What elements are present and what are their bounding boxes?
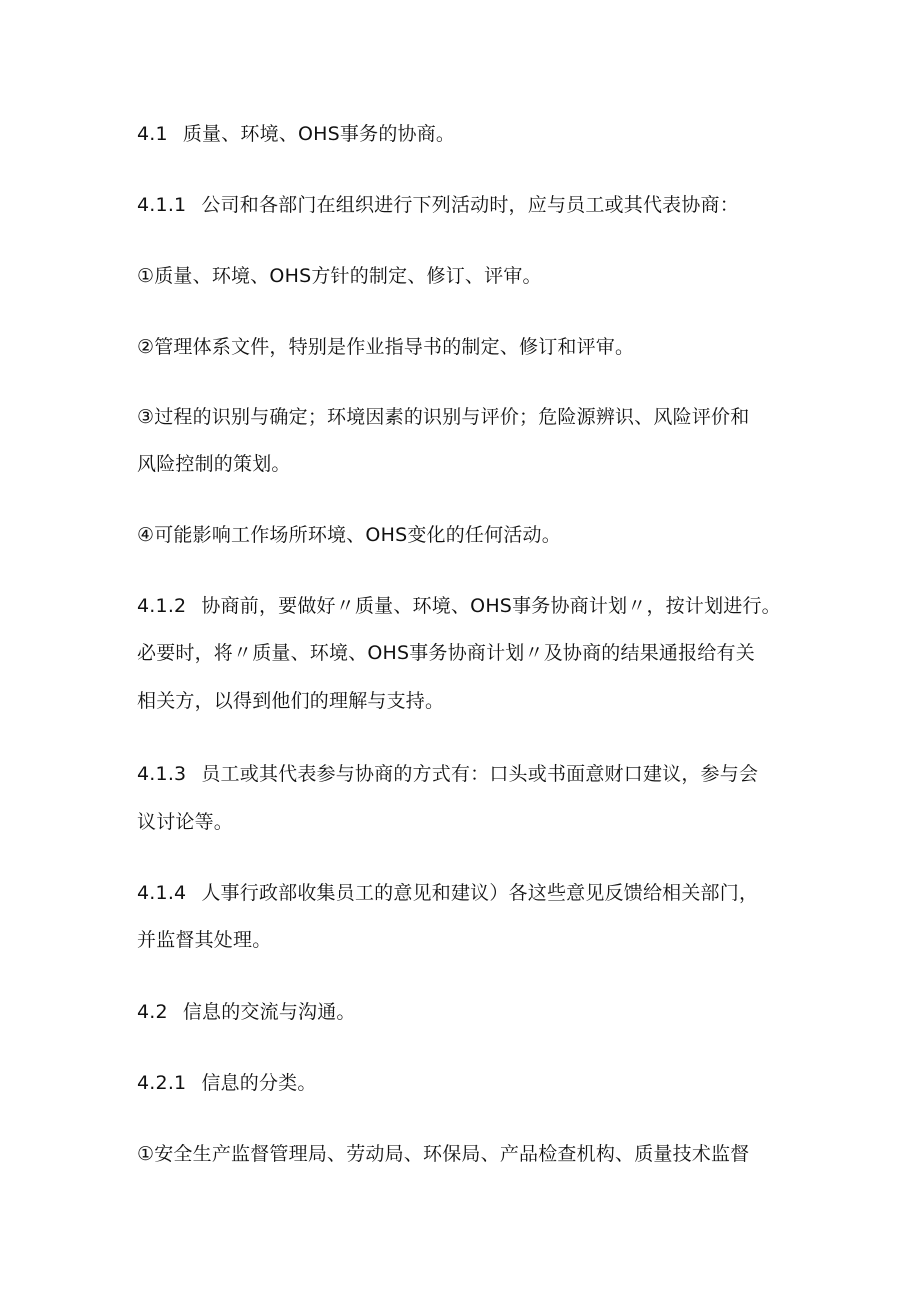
section-number: 4.1.1 (137, 194, 187, 216)
line-text: ②管理体系文件，特别是作业指导书的制定、修订和评审。 (137, 336, 635, 358)
line-text: 相关方，以得到他们的理解与支持。 (137, 690, 445, 712)
line-text: 信息的交流与沟通。 (182, 1001, 356, 1023)
line-text: 议讨论等。 (137, 811, 234, 833)
line-text: ③过程的识别与确定；环境因素的识别与评价；危险源辨识、风险评价和 (137, 406, 750, 428)
section-number: 4.2 (137, 1001, 168, 1023)
list-item-4 (137, 523, 561, 547)
paragraph-4-1-2 (137, 594, 781, 618)
list-item-3-continued (137, 452, 291, 476)
heading-4-2-1 (137, 1071, 317, 1095)
list-item-2 (137, 335, 634, 359)
line-text: ①安全生产监督管理局、劳动局、环保局、产品检查机构、质量技术监督 (137, 1143, 750, 1165)
line-text: 风险控制的策划。 (137, 453, 291, 475)
paragraph-4-1-2-continued (137, 689, 444, 713)
section-number: 4.1 (137, 123, 168, 145)
line-text: 人事行政部收集员工的意见和建议）各这些意见反馈给相关部门， (201, 882, 759, 904)
section-number: 4.2.1 (137, 1072, 187, 1094)
section-number: 4.1.3 (137, 763, 187, 785)
heading-4-1 (137, 122, 455, 146)
line-text: ④可能影响工作场所环境、OHS变化的任何活动。 (137, 524, 561, 546)
paragraph-4-1-2-continued (137, 641, 755, 665)
line-text: ①质量、环境、OHS方针的制定、修订、评审。 (137, 265, 542, 287)
line-text: 员工或其代表参与协商的方式有：口头或书面意财口建议，参与会 (201, 763, 759, 785)
section-number: 4.1.2 (137, 595, 187, 617)
paragraph-4-1-4-continued (137, 928, 271, 952)
section-number: 4.1.4 (137, 882, 187, 904)
paragraph-4-1-4 (137, 881, 758, 905)
paragraph-4-1-3 (137, 762, 758, 786)
line-text: 信息的分类。 (201, 1072, 317, 1094)
line-text: 公司和各部门在组织进行下列活动时，应与员工或其代表协商： (201, 194, 739, 216)
line-text: 协商前，要做好〃质量、环境、OHS事务协商计划〃，按计划进行。 (201, 595, 781, 617)
list-item-1 (137, 1142, 749, 1166)
line-text: 必要时，将〃质量、环境、OHS事务协商计划〃及协商的结果通报给有关 (137, 642, 755, 664)
line-text: 质量、环境、OHS事务的协商。 (182, 123, 456, 145)
list-item-1 (137, 264, 542, 288)
paragraph-4-1-1 (137, 193, 739, 217)
list-item-3 (137, 405, 749, 429)
paragraph-4-1-3-continued (137, 810, 233, 834)
line-text: 并监督其处理。 (137, 929, 272, 951)
heading-4-2 (137, 1000, 356, 1024)
